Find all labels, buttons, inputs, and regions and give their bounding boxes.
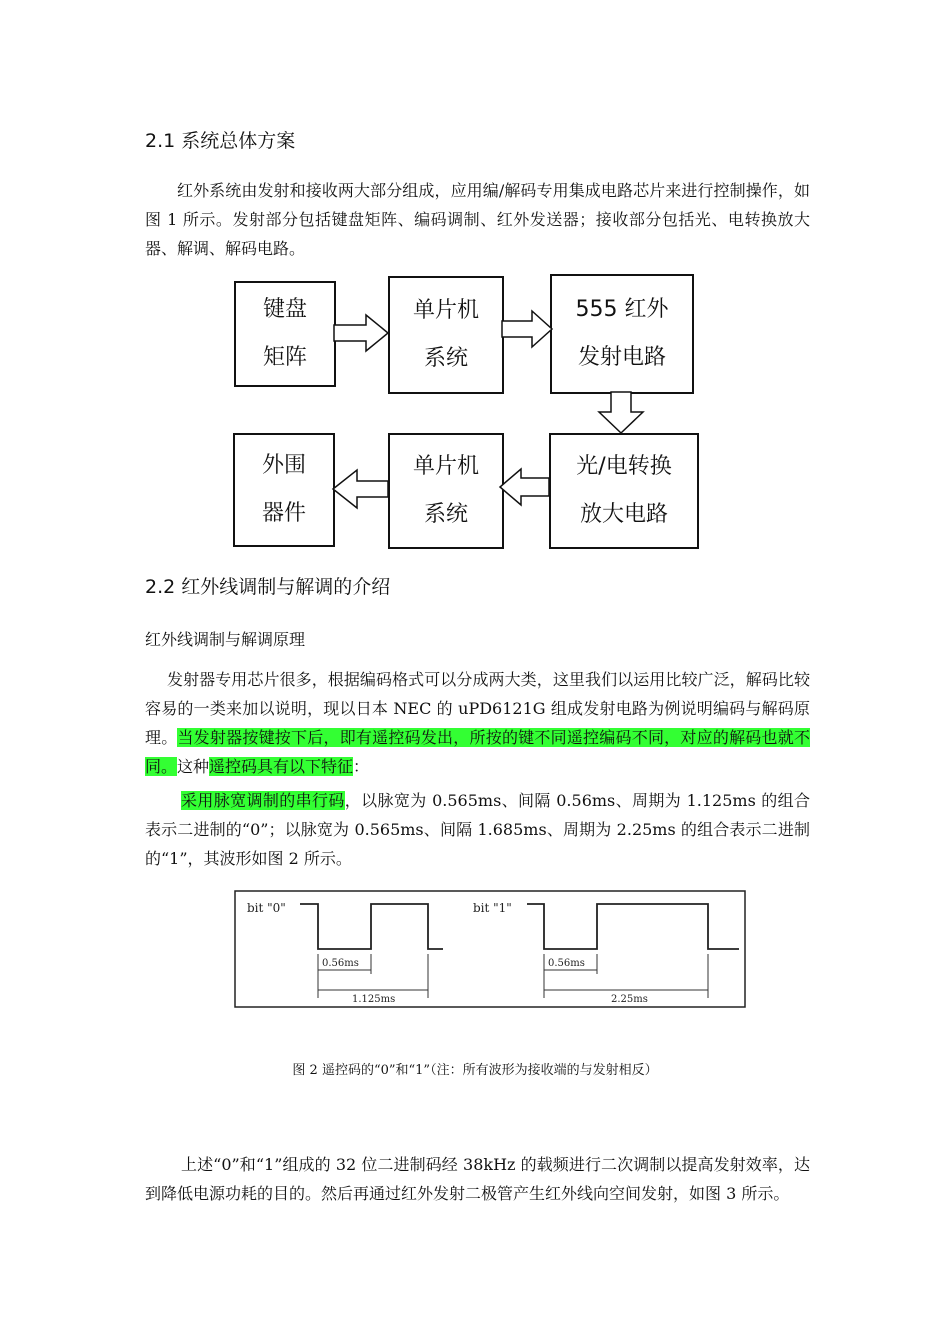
section-2-paragraph-2 [145,786,810,873]
arrow-left-2 [333,470,388,508]
p1-end: ： [353,757,370,776]
p2-highlight: 采用脉宽调制的串行码 [181,791,345,810]
receiver-line1: 光/电转换 [576,454,672,479]
bit1-low-label: 0.56ms [548,958,585,969]
waveform-figure [230,886,750,1012]
keyboard-line2: 矩阵 [262,345,307,370]
arrow-right-2 [502,311,552,347]
arrow-right-1 [334,315,388,351]
peripheral-line1: 外围 [261,453,306,478]
tx555-line2: 发射电路 [577,345,666,370]
bit0-label: bit "0" [247,901,286,915]
p1-plain: 发射器专用芯片很多，根据编码格式可以分成两大类，这里我们以运用比较广泛，解码比较容易的一类来加以说明，现以日本 NEC 的 uPD6121G 组成发射电路为例说明编码与解码原理。 [145,670,810,747]
p1-highlight-2: 遥控码具有以下特征 [209,757,354,776]
bit1-period-label: 2.25ms [611,994,648,1005]
p1-mid: 这种 [177,757,210,776]
peripheral-line2: 器件 [261,501,306,526]
tx555-line1: 555 红外 [575,297,669,322]
arrow-left-1 [500,469,549,505]
subsection-title: 红外线调制与解调原理 [145,630,306,649]
receiver-line2: 放大电路 [579,502,668,527]
section-title-2-2: 2.2 红外线调制与解调的介绍 [145,576,391,598]
p2-rest: ，以脉宽为 0.565ms、间隔 0.56ms、周期为 1.125ms 的组合表示二进制的“0”；以脉宽为 0.565ms、间隔 1.685ms、周期为 2.25ms 的组合表示二进制的“1”，其波形如图 2 所示。 [145,791,810,868]
figure-2-caption: 图 2 遥控码的“0”和“1”（注：所有波形为接收端的与发射相反） [292,1063,658,1078]
section-2-paragraph-1 [145,665,810,781]
section-1-paragraph: 红外系统由发射和接收两大部分组成，应用编/解码专用集成电路芯片来进行控制操作，如图 1 所示。发射部分包括键盘矩阵、编码调制、红外发送器；接收部分包括光、电转换放大器、解调、解码电路。 [145,181,810,258]
bit1-label: bit "1" [473,901,512,915]
bit0-period-label: 1.125ms [352,994,396,1005]
mcu-bottom-line1: 单片机 [412,454,479,479]
mcu-bottom-line2: 系统 [423,502,468,527]
bit0-low-label: 0.56ms [322,958,359,969]
p1-highlight-1: 当发射器按键按下后，即有遥控码发出，所按的键不同遥控编码不同，对应的解码也就不同。 [145,728,810,776]
mcu-top-line1: 单片机 [412,298,479,323]
arrow-down [599,392,643,433]
section-3-paragraph: 上述“0”和“1”组成的 32 位二进制码经 38kHz 的载频进行二次调制以提高发射效率，达到降低电源功耗的目的。然后再通过红外发射二极管产生红外线向空间发射，如图 3 所示。 [145,1155,810,1203]
section-title-2-1: 2.1 系统总体方案 [145,130,296,152]
keyboard-line1: 键盘 [262,297,307,322]
diagram-arrows [0,0,950,600]
mcu-top-line2: 系统 [423,346,468,371]
